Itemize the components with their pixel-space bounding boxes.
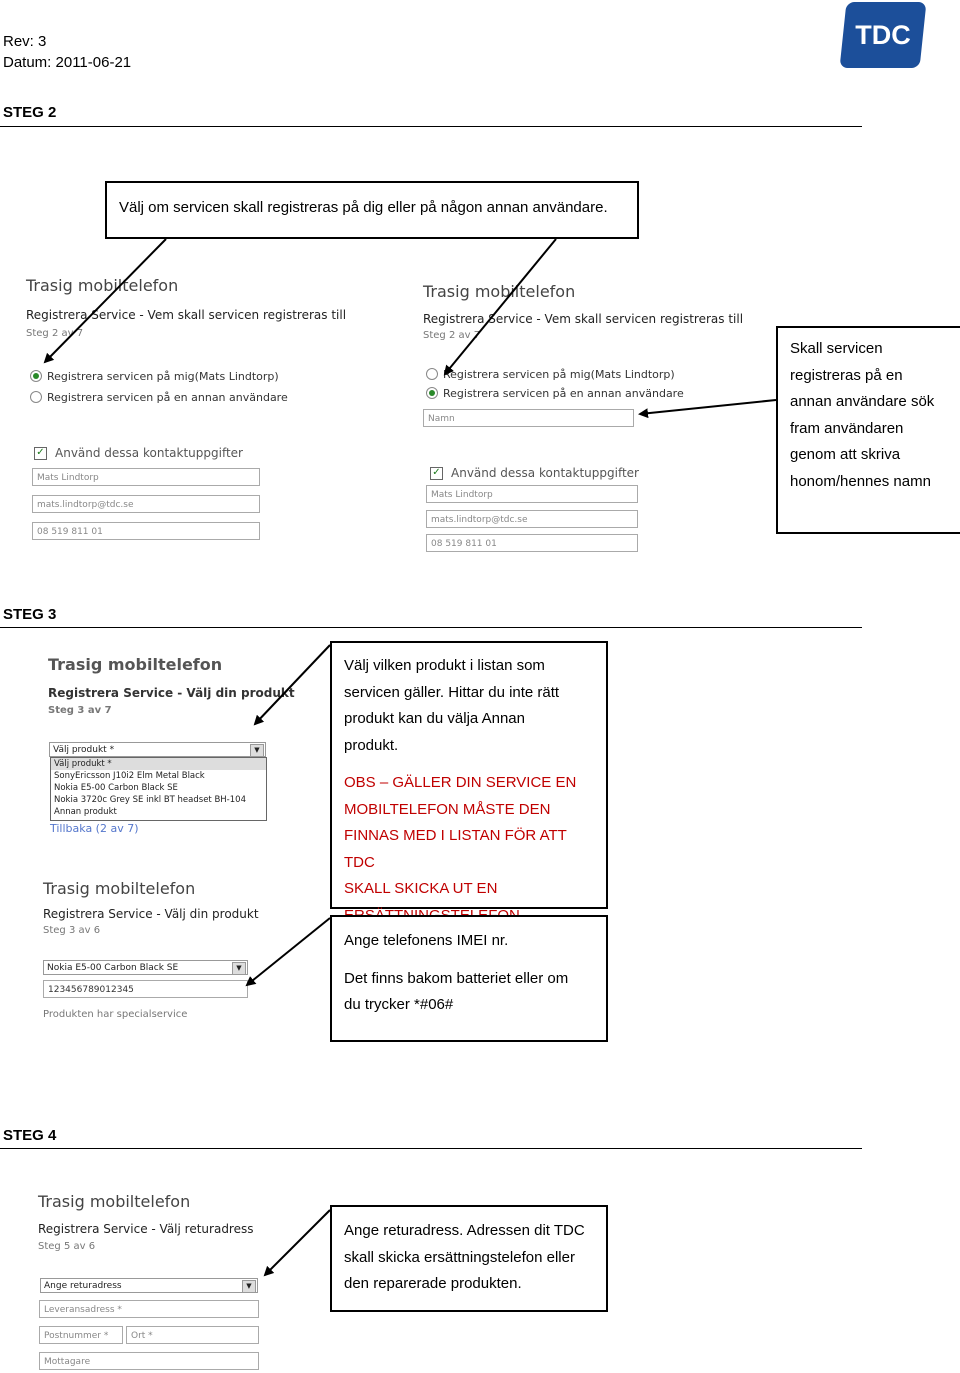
arrow-to-name-field bbox=[640, 400, 776, 414]
name-field[interactable]: Mats Lindtorp bbox=[426, 485, 638, 503]
callout-line: fram användaren bbox=[790, 419, 904, 437]
callout-line: Skall servicen bbox=[790, 340, 883, 357]
city-field[interactable]: Ort * bbox=[126, 1326, 259, 1344]
callout-line: Välj vilken produkt i listan som bbox=[344, 657, 545, 674]
shot-step: Steg 3 av 7 bbox=[48, 705, 112, 716]
callout-line: produkt kan du välja Annan bbox=[344, 710, 525, 727]
shot-subtitle: Registrera Service - Välj din produkt bbox=[43, 907, 259, 921]
logo-text: TDC bbox=[855, 20, 911, 50]
dropdown-option[interactable]: Nokia 3720c Grey SE inkl BT headset BH-104 bbox=[54, 795, 246, 805]
chevron-down-icon[interactable]: ▼ bbox=[242, 1280, 256, 1293]
steg2-heading: STEG 2 bbox=[3, 104, 57, 121]
imei-field[interactable]: 123456789012345 bbox=[43, 980, 248, 998]
callout-line: annan användare sök bbox=[790, 393, 935, 410]
callout-line: du trycker *#06# bbox=[344, 996, 454, 1013]
radio-label: Registrera servicen på mig(Mats Lindtorp) bbox=[443, 368, 675, 381]
callout-text: Välj om servicen skall registreras på dig eller på någon annan användare. bbox=[119, 199, 608, 216]
radio-label: Registrera servicen på mig(Mats Lindtorp) bbox=[47, 370, 279, 383]
chevron-down-icon[interactable]: ▼ bbox=[250, 744, 264, 757]
select-value: Ange returadress bbox=[44, 1281, 122, 1291]
arrow-to-product-select bbox=[255, 645, 330, 724]
shot-title: Trasig mobiltelefon bbox=[43, 879, 196, 898]
shot-subtitle: Registrera Service - Välj din produkt bbox=[48, 686, 295, 700]
shot-subtitle: Registrera Service - Vem skall servicen registreras till bbox=[26, 308, 347, 322]
warning-line: OBS – GÄLLER DIN SERVICE EN bbox=[344, 774, 577, 791]
arrow-to-other-radio bbox=[445, 239, 556, 374]
warning-line: SKALL SKICKA UT EN bbox=[344, 880, 498, 897]
zip-field[interactable]: Postnummer * bbox=[39, 1326, 123, 1344]
radio-label: Registrera servicen på en annan användare bbox=[443, 387, 684, 400]
recipient-field[interactable]: Mottagare bbox=[39, 1352, 259, 1370]
shot-title: Trasig mobiltelefon bbox=[423, 282, 576, 301]
warning-line: MOBILTELEFON MÅSTE DEN bbox=[344, 800, 551, 818]
shot-step: Steg 2 av 7 bbox=[423, 330, 481, 341]
arrow-to-imei-field bbox=[247, 918, 330, 985]
callout-line: registreras på en bbox=[790, 366, 903, 384]
arrow-to-self-radio bbox=[45, 239, 166, 362]
warning-line: FINNAS MED I LISTAN FÖR ATT TDC bbox=[344, 827, 567, 871]
arrow-to-return-select bbox=[265, 1210, 330, 1275]
callout-line: servicen gäller. Hittar du inte rätt bbox=[344, 683, 560, 701]
callout-line: Det finns bakom batteriet eller om bbox=[344, 969, 569, 987]
shot-title: Trasig mobiltelefon bbox=[48, 655, 223, 674]
user-search-field[interactable]: Namn bbox=[423, 409, 634, 427]
dropdown-option[interactable]: Välj produkt * bbox=[51, 758, 266, 770]
dropdown-option[interactable]: SonyEricsson J10i2 Elm Metal Black bbox=[54, 771, 205, 781]
name-field[interactable]: Mats Lindtorp bbox=[32, 468, 260, 486]
steg3-heading: STEG 3 bbox=[3, 606, 57, 623]
radio-label: Registrera servicen på en annan användare bbox=[47, 391, 288, 404]
shot-title: Trasig mobiltelefon bbox=[26, 276, 179, 295]
email-field[interactable]: mats.lindtorp@tdc.se bbox=[32, 495, 260, 513]
callout-line: produkt. bbox=[344, 736, 399, 754]
date: Datum: 2011-06-21 bbox=[3, 54, 132, 71]
steg4-heading: STEG 4 bbox=[3, 1127, 57, 1144]
back-link[interactable]: Tillbaka (2 av 7) bbox=[50, 822, 139, 835]
chevron-down-icon[interactable]: ▼ bbox=[232, 962, 246, 975]
checkmark-icon: ✓ bbox=[34, 447, 47, 460]
shot-subtitle: Registrera Service - Välj returadress bbox=[38, 1222, 254, 1236]
shot-subtitle: Registrera Service - Vem skall servicen registreras till bbox=[423, 312, 744, 326]
checkmark-icon: ✓ bbox=[430, 467, 443, 480]
select-value: Nokia E5-00 Carbon Black SE bbox=[47, 963, 179, 973]
callout-line: genom att skriva bbox=[790, 446, 901, 463]
checkbox-label: Använd dessa kontaktuppgifter bbox=[55, 446, 243, 460]
phone-field[interactable]: 08 519 811 01 bbox=[32, 522, 260, 540]
select-value: Välj produkt * bbox=[53, 745, 115, 755]
checkbox-label: Använd dessa kontaktuppgifter bbox=[451, 466, 639, 480]
shot-title: Trasig mobiltelefon bbox=[38, 1192, 191, 1211]
dropdown-option[interactable]: Annan produkt bbox=[54, 807, 117, 817]
shot-step: Steg 2 av 7 bbox=[26, 328, 84, 339]
callout-line: skall skicka ersättningstelefon eller bbox=[344, 1248, 575, 1266]
callout-line: den reparerade produkten. bbox=[344, 1275, 522, 1292]
revision: Rev: 3 bbox=[3, 33, 47, 50]
special-service-note: Produkten har specialservice bbox=[43, 1009, 188, 1020]
delivery-address-field[interactable]: Leveransadress * bbox=[39, 1300, 259, 1318]
email-field[interactable]: mats.lindtorp@tdc.se bbox=[426, 510, 638, 528]
phone-field[interactable]: 08 519 811 01 bbox=[426, 534, 638, 552]
shot-step: Steg 3 av 6 bbox=[43, 925, 101, 936]
callout-line: honom/hennes namn bbox=[790, 472, 931, 490]
shot-step: Steg 5 av 6 bbox=[38, 1241, 96, 1252]
callout-line: Ange returadress. Adressen dit TDC bbox=[344, 1222, 585, 1239]
dropdown-option[interactable]: Nokia E5-00 Carbon Black SE bbox=[54, 783, 178, 793]
callout-line: Ange telefonens IMEI nr. bbox=[344, 932, 509, 949]
